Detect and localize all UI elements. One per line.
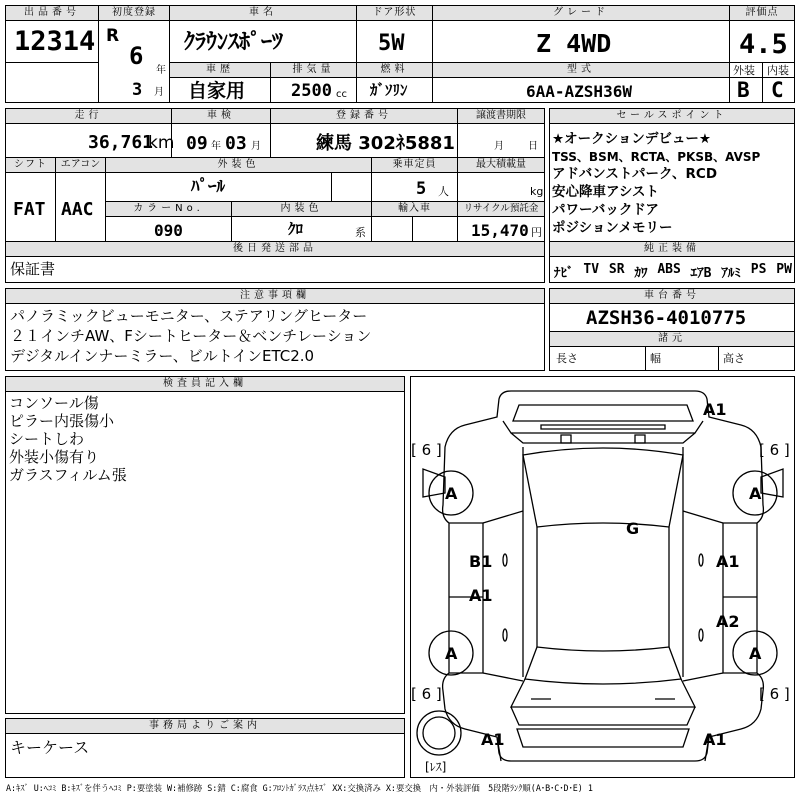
- spare-tire-label: [ﾚｽ]: [425, 760, 447, 774]
- recycle-value: 15,470: [471, 221, 529, 240]
- chassis-box: [549, 288, 795, 371]
- damage-wheel-rl: A: [445, 644, 458, 663]
- score-value: 4.5: [739, 29, 788, 60]
- door-header: ドア形状: [357, 6, 432, 21]
- tire-tread-rr: [ 6 ]: [759, 685, 790, 703]
- damage-windshield: G: [626, 519, 640, 538]
- notes-line-2: ２１インチAW、Fシートヒーター＆ベンチレーション: [10, 327, 372, 345]
- office-box: [5, 718, 405, 778]
- damage-front-bumper: A1: [703, 400, 727, 419]
- shift-value: FAT: [13, 199, 46, 220]
- inspector-line-3: シートしわ: [9, 430, 85, 448]
- inspector-header: 検査員記入欄: [6, 377, 404, 392]
- recycle-header: リサイクル預託金: [458, 202, 544, 217]
- damage-left-rear-door: A1: [469, 586, 493, 605]
- tire-tread-fr: [ 6 ]: [759, 441, 790, 459]
- exterior-color-value: ﾊﾟｰﾙ: [191, 177, 225, 197]
- model-header: 型式: [433, 63, 729, 78]
- damage-wheel-fl: A: [445, 484, 458, 503]
- score-header: 評価点: [730, 6, 794, 21]
- mileage-unit: km: [148, 133, 175, 153]
- interior-color-header: 内装色: [232, 202, 371, 217]
- chassis-value: AZSH36-4010775: [586, 307, 747, 329]
- grade-header: グレード: [433, 6, 729, 21]
- office-value: キーケース: [10, 738, 90, 757]
- score-ext-label: 外装: [733, 64, 755, 77]
- mileage-header: 走行: [6, 109, 171, 124]
- mileage-value: 36,761: [88, 132, 154, 153]
- notes-line-1: パノラミックビューモニター、ステアリングヒーター: [10, 307, 368, 325]
- score-ext-value: B: [737, 78, 750, 102]
- sales-point-2: TSS、BSM、RCTA、PKSB、AVSP: [552, 150, 761, 164]
- first-reg-year: 6: [129, 42, 144, 70]
- interior-color-value: ｸﾛ: [288, 220, 304, 238]
- sales-point-5: パワーバックドア: [552, 202, 659, 218]
- office-header: 事務局よりご案内: [6, 719, 404, 734]
- displacement-header: 排気量: [271, 63, 356, 78]
- genuine-item: TV: [583, 262, 600, 277]
- later-parts-header: 後日発送部品: [6, 242, 544, 257]
- car-diagram-box: [410, 376, 795, 778]
- top-info-box: [5, 5, 795, 103]
- model-value: 6AA-AZSH36W: [526, 82, 632, 101]
- inspection-month-unit: 月: [251, 141, 261, 152]
- damage-rear-right: A1: [703, 730, 727, 749]
- notes-box: [5, 288, 545, 371]
- notes-line-3: デジタルインナーミラー、ビルトインETC2.0: [10, 347, 315, 365]
- max-load-unit: kg: [530, 185, 544, 198]
- damage-left-front-door: B1: [469, 552, 493, 571]
- damage-right-rear-door: A2: [716, 612, 740, 631]
- damage-right-front-door: A1: [716, 552, 740, 571]
- transfer-day-unit: 日: [528, 141, 538, 152]
- sales-point-4: 安心降車アシスト: [552, 184, 660, 200]
- chassis-header: 車台番号: [550, 289, 794, 304]
- history-value: 自家用: [188, 80, 246, 102]
- inspector-line-5: ガラスフィルム張: [9, 466, 127, 484]
- interior-color-unit: 系: [355, 226, 366, 239]
- detail-box: [5, 108, 545, 283]
- genuine-item: SR: [608, 262, 625, 277]
- inspector-line-4: 外装小傷有り: [9, 448, 100, 466]
- first-reg-month: 3: [132, 80, 143, 100]
- first-reg-month-unit: 月: [154, 87, 164, 98]
- shift-header: シフト: [6, 158, 55, 173]
- max-load-header: 最大積載量: [458, 158, 544, 173]
- inspector-box: [5, 376, 405, 714]
- capacity-header: 乗車定員: [372, 158, 457, 173]
- tire-tread-rl: [ 6 ]: [411, 685, 442, 703]
- car-name-value: ｸﾗｳﾝｽﾎﾟｰﾂ: [184, 30, 284, 55]
- color-no-value: 090: [154, 221, 183, 240]
- later-parts-value: 保証書: [10, 260, 56, 278]
- displacement-unit: cc: [336, 89, 347, 100]
- genuine-items: [554, 262, 792, 281]
- exterior-color-header: 外装色: [106, 158, 371, 173]
- first-reg-year-unit: 年: [156, 65, 166, 76]
- genuine-item: ｱﾙﾐ: [721, 266, 741, 281]
- sales-point-3: アドバンストパーク、RCD: [552, 166, 718, 182]
- sales-points-header: セールスポイント: [550, 109, 794, 124]
- car-name-header: 車名: [170, 6, 356, 21]
- fuel-header: 燃料: [357, 63, 432, 78]
- damage-wheel-fr: A: [749, 484, 762, 503]
- displacement-value: 2500: [291, 81, 332, 101]
- inspector-line-1: コンソール傷: [9, 394, 99, 412]
- damage-rear-left: A1: [481, 730, 505, 749]
- first-reg-era: R: [106, 26, 120, 46]
- sales-point-6: ポジションメモリー: [552, 220, 673, 236]
- inspector-line-2: ピラー内張傷小: [9, 412, 115, 430]
- color-no-header: カラーNo.: [106, 202, 231, 217]
- score-int-label: 内装: [767, 64, 789, 77]
- lot-header: 出品番号: [6, 6, 98, 21]
- inspection-header: 車検: [172, 109, 270, 124]
- tire-tread-fl: [ 6 ]: [411, 441, 442, 459]
- door-value: 5W: [378, 31, 405, 56]
- lot-number: 12314: [14, 26, 96, 57]
- transfer-header: 譲渡書期限: [458, 109, 544, 124]
- capacity-unit: 人: [438, 185, 449, 198]
- genuine-header: 純正装備: [550, 242, 794, 257]
- sales-points-box: [549, 108, 795, 283]
- capacity-value: 5: [416, 179, 427, 199]
- genuine-item: PS: [750, 262, 767, 277]
- fuel-value: ｶﾞｿﾘﾝ: [370, 81, 408, 99]
- inspection-month: 03: [225, 133, 247, 154]
- score-int-value: C: [771, 78, 784, 102]
- genuine-item: ｴｱB: [690, 266, 712, 281]
- inspection-year: 09: [186, 133, 208, 154]
- transfer-month-unit: 月: [494, 141, 504, 152]
- spec-length-label: 長さ: [556, 352, 578, 365]
- grade-value: Z 4WD: [536, 29, 612, 58]
- specs-header: 諸元: [550, 332, 794, 347]
- aircon-value: AAC: [61, 199, 94, 220]
- aircon-header: エアコン: [56, 158, 105, 173]
- sales-point-1: ★オークションデビュー★: [552, 131, 711, 147]
- registration-header: 登録番号: [271, 109, 457, 124]
- legend: A:ｷｽﾞ U:ﾍｺﾐ B:ｷｽﾞを伴うﾍｺﾐ P:要塗装 W:補修跡 S:錆 C:腐食 G:ﾌﾛﾝﾄｶﾞﾗｽ点ｷｽﾞ XX:交換済み X:要交換 内・外装評価 5段階ﾗﾝｸ順(A･B･C･D･E) 1: [6, 783, 593, 793]
- recycle-unit: 円: [531, 226, 542, 239]
- notes-header: 注意事項欄: [6, 289, 544, 304]
- spec-width-label: 幅: [650, 352, 661, 365]
- damage-wheel-rr: A: [749, 644, 762, 663]
- registration-value: 練馬 302ﾈ5881: [316, 133, 455, 154]
- genuine-item: ｶﾜ: [634, 266, 648, 281]
- genuine-item: PW: [776, 262, 792, 277]
- import-header: 輸入車: [372, 202, 457, 217]
- genuine-item: ABS: [657, 262, 681, 277]
- first-reg-header: 初度登録: [99, 6, 169, 21]
- genuine-item: ﾅﾋﾞ: [554, 266, 574, 281]
- inspection-year-unit: 年: [211, 141, 221, 152]
- history-header: 車歴: [170, 63, 270, 78]
- spec-height-label: 高さ: [723, 352, 745, 365]
- car-diagram: [411, 377, 794, 777]
